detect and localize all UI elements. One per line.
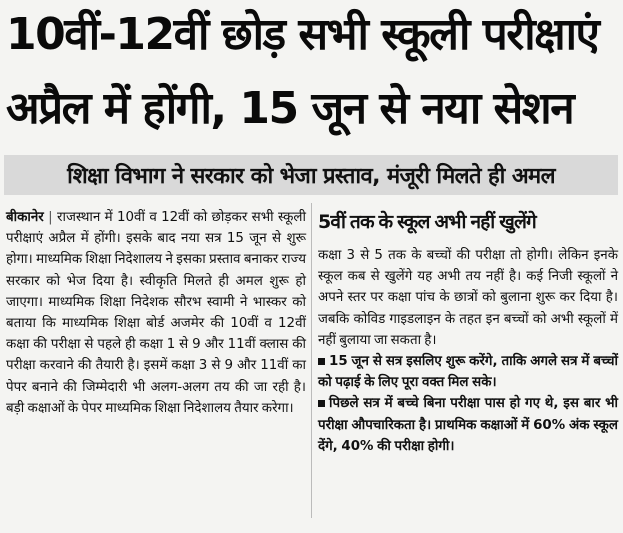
right-column-heading: 5वीं तक के स्कूल अभी नहीं खुलेंगे bbox=[318, 211, 536, 233]
left-column-body: राजस्थान में 10वीं व 12वीं को छोड़कर सभी स्कूली परीक्षाएं अप्रैल में होंगी। इसके बाद नया सत्र 15 जून से शुरू होगा। माध्यमिक शिक्षा निदेशालय ने इसका प्रस्ताव बनाकर राज्य सरकार को भेज दिया है। स्वीकृति मिलते ही अमल शुरू हो जाएगा। माध्यमिक शिक्षा निदेशक सौरभ स्वामी ने भास्कर को बताया कि माध्यमिक शिक्षा बोर्ड अजमेर की 10वीं व 12वीं कक्षा की परीक्षा से पहले ही कक्षा 1 से 9 और 11वीं क्लास की परीक्षा करवाने की तैयारी है। इसमें कक्षा 3 से 9 और 11वीं का पेपर बनाने की जिम्मेदारी भी अलग-अलग तय की जा रही है। बड़ी कक्षाओं के पेपर माध्यमिक शिक्षा निदेशालय तैयार करेगा। bbox=[6, 210, 306, 416]
square-bullet-icon bbox=[318, 358, 325, 365]
bullet-item-1 bbox=[318, 351, 618, 393]
headline-line-2: अप्रैल में होंगी, 15 जून से नया सेशन bbox=[6, 83, 574, 134]
bullet-text-2: पिछले सत्र में बच्चे बिना परीक्षा पास हो गए थे, इस बार भी परीक्षा औपचारिकता है। प्राथमिक कक्षाओं में 60% अंक स्कूल देंगे, 40% की परीक्षा होगी। bbox=[318, 396, 618, 454]
column-divider bbox=[311, 203, 312, 518]
subheadline-bar bbox=[4, 155, 618, 195]
right-column-body: कक्षा 3 से 5 तक के बच्चों की परीक्षा तो होगी। लेकिन इनके स्कूल कब से खुलेंगे यह अभी तय नहीं है। कई निजी स्कूलों ने अपने स्तर पर कक्षा पांच के छात्रों को बुलाना शुरू कर दिया है। जबकि कोविड गाइडलाइन के तहत इन बच्चों को अभी स्कूलों में नहीं बुलाया जा सकता है। bbox=[318, 248, 618, 348]
right-column bbox=[318, 207, 618, 457]
headline-line-1: 10वीं-12वीं छोड़ सभी स्कूली परीक्षाएं bbox=[6, 9, 599, 60]
dateline-separator: | bbox=[48, 210, 53, 225]
square-bullet-icon bbox=[318, 400, 325, 407]
dateline: बीकानेर bbox=[6, 210, 44, 225]
bullet-item-2 bbox=[318, 393, 618, 457]
subheadline: शिक्षा विभाग ने सरकार को भेजा प्रस्ताव, मंजूरी मिलते ही अमल bbox=[67, 164, 555, 189]
bullet-text-1: 15 जून से सत्र इसलिए शुरू करेंगे, ताकि अगले सत्र में बच्चों को पढ़ाई के लिए पूरा वक्त मिल सके। bbox=[318, 354, 618, 391]
left-column bbox=[6, 207, 306, 419]
